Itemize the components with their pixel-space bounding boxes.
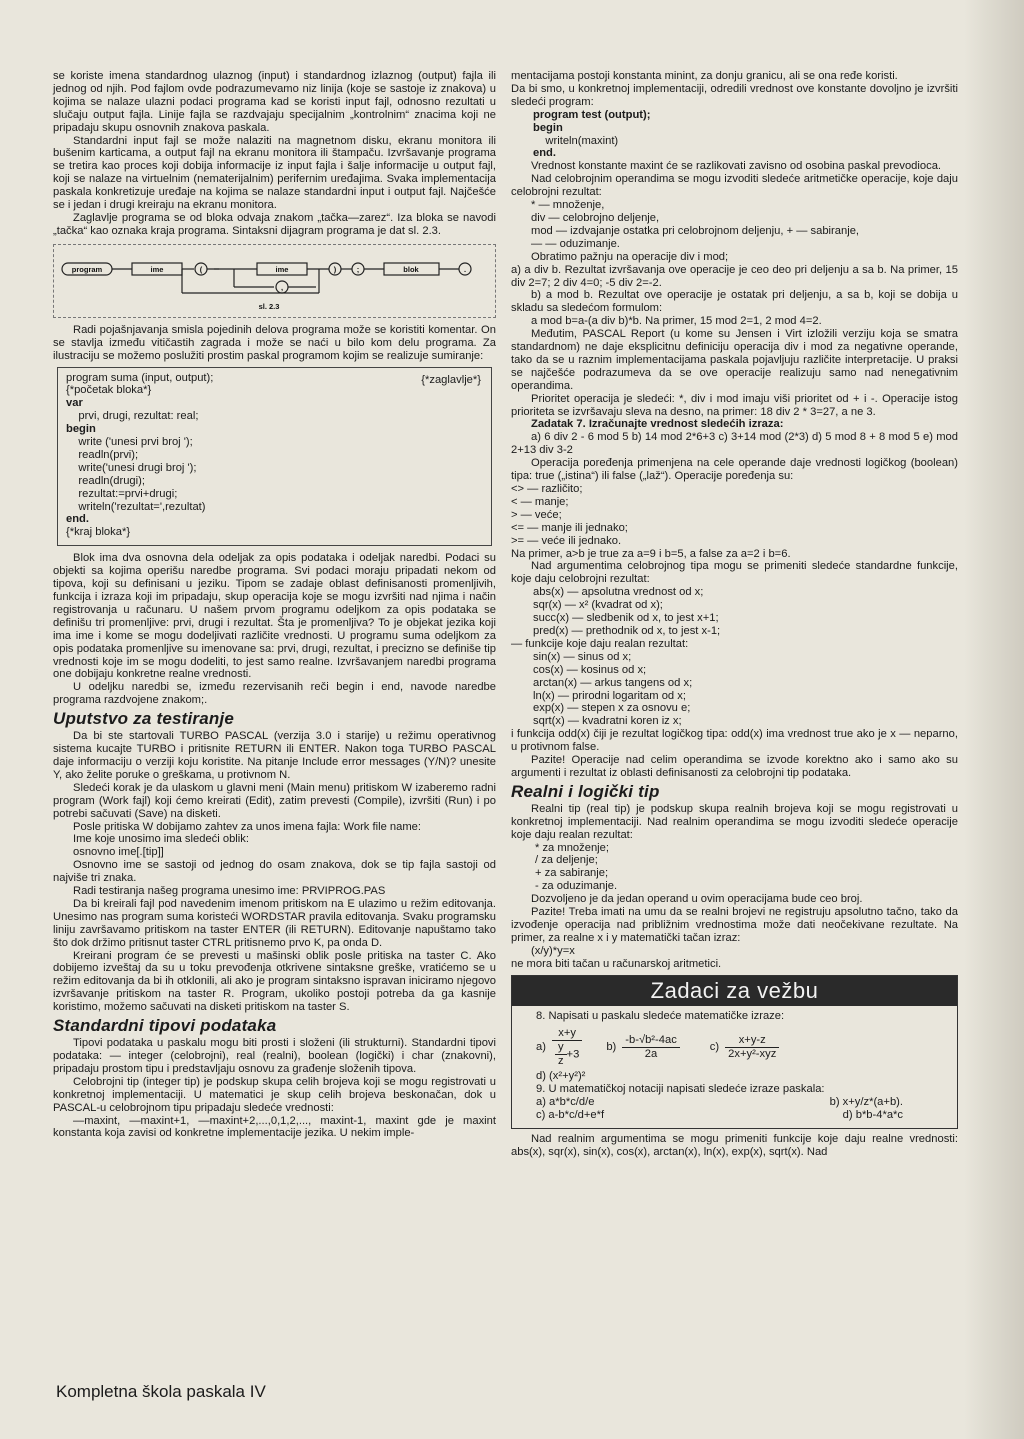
fraction-denominator: 2a <box>644 1047 658 1060</box>
paragraph: Ime koje unosimo ima sledeći oblik: <box>73 833 249 846</box>
paragraph: Da bi smo, u konkretnoj implementaciji, odredili vrednost ove konstante dovoljno je izvršiti sledeći program: <box>511 82 958 108</box>
nested-fraction <box>555 1041 567 1068</box>
list-item: sqrt(x) — kvadratni koren iz x; <box>533 715 682 728</box>
code-line: write('unesi drugi broj '); <box>66 461 197 474</box>
list-item: - za oduzimanje. <box>535 880 618 893</box>
list-item: sqr(x) — x² (kvadrat od x); <box>533 599 663 612</box>
code-line: rezultat:=prvi+drugi; <box>66 487 178 500</box>
page-edge-shadow <box>964 0 1024 1439</box>
code-line: prvi, drugi, rezultat: real; <box>66 410 199 423</box>
paragraph: Standardni input fajl se može nalaziti na magnetnom disku, ekranu monitora ili bušenim karticama, a output fajl na ekranu monitora ili štampaču. Izvršavanje programa se tretira kao proces koji dobija informacije iz input fajla i šalje informacije u output fajl, koji se nalaze na virtuelnim (nematerijalnim) perifernim uređajima. Svaka implementacija paskala konkretizuje uređaje na kojima se nalaze standardni input i output fajl. Najčešće se i jedan i drugi kreiraju na ekranu monitora. <box>53 134 496 212</box>
list-item: >= — veće ili jednako. <box>511 534 622 547</box>
real-operations-list <box>511 842 958 894</box>
paragraph: Blok ima dva osnovna dela odeljak za opis podataka i odeljak naredbi. Podaci su objekti sa kojima operišu naredbe programa. Svi podaci moraju pripadati nekom od tipova, koji su definisani u jeziku. Tipom se zadaje oblast definisanosti promenljivih, funkcija i izraza koji im pripadaju, skup operacija koje se mogu izvršiti nad njima i način registrovanja u računaru. U našem prvom programu odeljkom za opis podataka se definišu tri promenljive: prvi, drugi i rezultat. Šta je promenljiva? To je objekat jezika koji ima ime i kome se mogu dodeljivati različite vrednosti. U programu suma odeljkom za opis podataka promenljive su imenovane sa: prvi, drugi, rezultat, i precizno se definiše tip vrednosti koje im se mogu dodeliti, to jest samo realne. Izvršavanjem naredbi programa one dobijaju konkretne realne vrednosti. <box>53 552 496 681</box>
diagram-node-blok: blok <box>403 264 419 274</box>
exercise-9b: b) x+y/z*(a+b). <box>829 1095 903 1108</box>
code-line: program suma (input, output); <box>66 371 214 384</box>
exercise-8: 8. Napisati u paskalu sledeće matematičke izraze: <box>536 1009 785 1022</box>
code-line: write ('unesi prvi broj '); <box>66 436 193 449</box>
formula: (x/y)*y=x <box>531 944 575 957</box>
list-item: abs(x) — apsolutna vrednost od x; <box>533 586 704 599</box>
paragraph: mentacijama postoji konstanta minint, za donju granicu, ali se ona ređe koristi. <box>511 70 898 82</box>
exercise-9: 9. U matematičkoj notaciji napisati sledeće izraze paskala: <box>536 1082 825 1095</box>
paragraph: Kreirani program će se prevesti u mašinski oblik posle pritiska na taster C. Ako dobijemo izveštaj da su u toku prevođenja otkrivene sintaksne greške, vratićemo se u režim editovanja da bi ih otklonili, ali ako je program sintaksno ispravan iniciramo njegovo izvršavanje pritiskom na taster R. Program, ukoliko postoji potreba da ga kasnije koristimo, možemo sačuvati na disketi pritiskom na taster S. <box>53 949 496 1014</box>
fraction-denominator <box>552 1041 582 1068</box>
paragraph: Prioritet operacija je sledeći: *, div i mod imaju viši prioritet od + i -. Operacije istog prioriteta se izvršavaju sleva na desno, na primer: 18 div 2 * 3=27, a ne 3. <box>511 392 958 418</box>
exercise-8-expressions <box>536 1027 943 1068</box>
list-item: ln(x) — prirodni logaritam od x; <box>533 689 686 702</box>
paragraph: a) 6 div 2 - 6 mod 5 b) 14 mod 2*6+3 c) 3+14 mod (2*3) d) 5 mod 8 + 8 mod 5 e) mod 2+13 div 3-2 <box>511 431 958 457</box>
page-footer: Kompletna škola paskala IV <box>56 1382 266 1401</box>
fraction-denominator: z <box>557 1054 564 1067</box>
exercises-box <box>511 975 958 1129</box>
paragraph: a mod b=a-(a div b)*b. Na primer, 15 mod 2=1, 2 mod 4=2. <box>531 315 822 328</box>
list-item: div — celobrojno deljenje, <box>531 211 660 224</box>
paragraph: Pazite! Treba imati na umu da se realni brojevi ne registruju apsolutno tačno, tako da izvođenje operacija nad približnim vrednostima može dati neočekivane rezultate. Na primer, za realne x i y matematički tačan izraz: <box>511 906 958 944</box>
code-line: {*početak bloka*} <box>66 384 152 397</box>
code-line: begin <box>533 121 563 134</box>
integer-functions-list <box>511 586 958 638</box>
diagram-node-comma: , <box>280 282 284 292</box>
paragraph: Osnovno ime se sastoji od jednog do osam znakova, dok se tip fajla sastoji od najviše tri znaka. <box>53 859 496 885</box>
paragraph: Celobrojni tip (integer tip) je podskup skupa celih brojeva koji se mogu registrovati u konkretnoj implementaciji. U matematici je skup celih brojeva beskonačan, dok u PASCAL-u celobrojnom tipu pripadaju sledeće vrednosti: <box>53 1075 496 1114</box>
paragraph: Radi pojašnjavanja smisla pojedinih delova programa može se koristiti komentar. On se stavlja između vitičastih zagrada i može se naći u bilo kom delu programa. Za ilustraciju se možemo poslužiti prostim paskal programom kojim se realizuje sumiranje: <box>53 323 496 362</box>
fraction-a <box>552 1027 582 1068</box>
paragraph: Radi testiranja našeg programa unesimo ime: PRVIPROG.PAS <box>73 885 386 898</box>
fraction-c <box>725 1034 779 1061</box>
list-item: arctan(x) — arkus tangens od x; <box>533 676 693 689</box>
diagram-node-dot: . <box>463 264 467 274</box>
paragraph: a) a div b. Rezultat izvršavanja ove operacije je ceo deo pri deljenju a sa b. Na primer, 15 div 2=7; 2 div 4=0; -5 div 2=-2. <box>511 263 958 289</box>
paragraph: U odeljku naredbi se, između rezervisanih reči begin i end, navode naredbe programa razdvojene znakom;. <box>53 681 496 707</box>
list-item: cos(x) — kosinus od x; <box>533 663 647 676</box>
list-item: * za množenje; <box>535 841 610 854</box>
exercise-9-row <box>536 1096 943 1109</box>
real-functions-list <box>511 651 958 728</box>
code-line: readln(prvi); <box>66 448 139 461</box>
fraction-numerator: x+y-z <box>725 1034 779 1048</box>
paragraph: Vrednost konstante maxint će se razlikovati zavisno od osobina paskal prevodioca. <box>531 160 942 173</box>
exercise-9-row <box>536 1109 943 1122</box>
code-line: program test (output); <box>533 108 651 121</box>
paragraph: Pazite! Operacije nad celim operandima se izvode korektno ako i samo ako su argumenti i rezultat iz oblasti definisanosti za celobrojni tip podataka. <box>511 754 958 779</box>
expr-label: b) <box>606 1040 617 1053</box>
section-heading: Uputstvo za testiranje <box>53 709 235 729</box>
paragraph: b) a mod b. Rezultat ove operacije je ostatak pri deljenju, a sa b, koji se dobija u skladu sa sledećom formulom: <box>511 289 958 315</box>
diagram-node-lparen: ( <box>199 264 203 274</box>
fraction-numerator: -b-√b²-4ac <box>622 1034 680 1048</box>
paragraph: — funkcije koje daju realan rezultat: <box>511 637 689 650</box>
exercise-8d: d) (x²+y²)² <box>536 1069 586 1082</box>
expr-label: c) <box>709 1040 720 1053</box>
list-item: exp(x) — stepen x za osnovu e; <box>533 702 691 715</box>
fraction-b <box>622 1034 680 1061</box>
paragraph: Tipovi podataka u paskalu mogu biti prosti i složeni (ili strukturni). Standardni tipovi podataka: — integer (celobrojni), real (realni), boolean (logički) i char (znakovni), pripadaju prostom tipu i predstavljaju osnovu za građenje složenih tipova. <box>53 1037 496 1075</box>
paragraph: Međutim, PASCAL Report (u kome su Jensen i Virt izložili verziju koja se smatra standardnom) ne daje eksplicitnu definiciju operacija div i mod za negativne operande, tako da se u raznim implementacijama paskala pojavljuju različite interpretacije. U praksi se najčešće podrazumeva da se ove operacije realizuju samo nad nenegativnim operandima. <box>511 328 958 392</box>
syntax-diagram-figure <box>53 244 496 318</box>
code-line: begin <box>66 423 96 436</box>
paragraph: Realni tip (real tip) je podskup skupa realnih brojeva koji se mogu registrovati u konkretnoj implementaciji. Nad realnim operandima se mogu izvoditi sledeće operacije koje daju realan rezultat: <box>511 802 958 841</box>
fraction-plus-term: +3 <box>566 1048 580 1061</box>
code-line: end. <box>533 147 556 160</box>
diagram-node-ime: ime <box>275 264 289 274</box>
diagram-node-semicolon: ; <box>356 264 360 274</box>
diagram-node-rparen: ) <box>333 264 337 274</box>
paragraph: Na primer, a>b je true za a=9 i b=5, a false za a=2 i b=6. <box>511 547 791 560</box>
program-listing-suma <box>57 367 492 547</box>
exercise-9c: c) a-b*c/d+e*f <box>536 1108 605 1121</box>
list-item: succ(x) — sledbenik od x, to jest x+1; <box>533 612 719 625</box>
code-line: {*kraj bloka*} <box>66 526 131 539</box>
paragraph: Dozvoljeno je da jedan operand u ovim operacijama bude ceo broj. <box>531 893 863 906</box>
list-item: * — množenje, <box>531 199 605 212</box>
expr-label: a) <box>536 1040 546 1053</box>
paragraph: Operacija poređenja primenjena na cele operande daje vrednosti logičkog (boolean) tipa: true („istina“) ili false („laž“). Operacije poređenja su: <box>511 457 958 483</box>
list-item: mod — izdvajanje ostatka pri celobrojnom deljenju, + — sabiranje, <box>531 224 860 237</box>
paragraph: Obratimo pažnju na operacije div i mod; <box>531 250 729 263</box>
paragraph: Da bi ste startovali TURBO PASCAL (verzija 3.0 i starije) u režimu operativnog sistema kucajte TURBO i pritisnite RETURN ili ENTER. Nakon toga TURBO PASCAL daje informaciju o verziji koju koristite. Na pitanje Include error messages (Y/N)? unesite Y, ako želite poruke o greškama, u protivnom N. <box>53 730 496 781</box>
exercise-9a: a) a*b*c/d/e <box>536 1095 595 1108</box>
list-item: sin(x) — sinus od x; <box>533 650 632 663</box>
paragraph: Nad realnim argumentima se mogu primeniti funkcije koje daju realne vrednosti: abs(x), sqr(x), sin(x), cos(x), arctan(x), ln(x), exp(x), sqrt(x). Nad <box>511 1132 958 1158</box>
code-line: readln(drugi); <box>66 474 145 487</box>
paragraph: osnovno ime[.[tip]] <box>73 846 164 859</box>
section-heading: Standardni tipovi podataka <box>53 1016 277 1036</box>
list-item: > — veće; <box>511 508 562 521</box>
diagram-node-program: program <box>71 264 103 274</box>
paragraph: Nad celobrojnim operandima se mogu izvoditi sledeće aritmetičke operacije, koje daju celobrojni rezultat: <box>511 173 958 199</box>
program-listing-test <box>511 109 958 161</box>
paragraph: Sledeći korak je da ulaskom u glavni meni (Main menu) pritiskom W izaberemo radni program (Work fajl) koji ćemo kreirati (Edit), zatim prevesti (Compile), izvršiti (Run) i po potrebi sačuvati (Save) na disketi. <box>53 781 496 820</box>
list-item: + za sabiranje; <box>535 867 609 880</box>
fraction-numerator: y <box>555 1041 567 1055</box>
paragraph: i funkcija odd(x) čiji je rezultat logičkog tipa: odd(x) ima vrednost true ako je x — neparno, u protivnom false. <box>511 728 958 754</box>
code-line: var <box>66 397 83 410</box>
fraction-denominator: 2x+y²-xyz <box>728 1047 777 1060</box>
exercises-body <box>512 1006 957 1122</box>
paragraph: se koriste imena standardnog ulaznog (input) i standardnog izlaznog (output) fajla ili jednog od njih. Pod fajlom ovde podrazumevamo niz linija (koje se sastoje iz znakova) u kojima se nalaze ulazni podaci programa kad se koristi input fajl, odnosno rezultati u slučaju output fajla. Linije fajla se razdvajaju specijalnim „kontrolnim“ znacima koji ne pripadaju skupu osnovnih znakova paskala. <box>53 70 496 134</box>
list-item: — — oduzimanje. <box>531 237 620 250</box>
list-item: <= — manje ili jednako; <box>511 521 628 534</box>
comparison-operations-list <box>511 483 958 548</box>
list-item: / za deljenje; <box>535 854 598 867</box>
paragraph: Nad argumentima celobrojnog tipa mogu se primeniti sledeće standardne funkcije, koje daju celobrojni rezultat: <box>511 560 958 586</box>
paragraph: Posle pritiska W dobijamo zahtev za unos imena fajla: Work file name: <box>73 820 422 833</box>
section-heading: Realni i logički tip <box>511 781 660 801</box>
program-comment: {*zaglavlje*} <box>421 373 481 386</box>
right-column <box>511 70 958 1158</box>
code-line: writeln('rezultat=',rezultat) <box>66 500 206 513</box>
paragraph: —maxint, —maxint+1, —maxint+2,...,0,1,2,..., maxint-1, maxint gde je maxint konstanta koja zavisi od konkretne implementacije jezika. U nekim imple- <box>53 1114 496 1140</box>
exercise-9d: d) b*b-4*a*c <box>842 1108 903 1121</box>
list-item: pred(x) — prethodnik od x, to jest x-1; <box>533 624 721 637</box>
syntax-diagram <box>54 245 495 317</box>
left-column <box>53 70 496 1140</box>
integer-operations-list <box>511 199 958 251</box>
diagram-caption: sl. 2.3 <box>258 301 280 311</box>
code-line: end. <box>66 513 89 526</box>
exercises-title: Zadaci za vežbu <box>512 976 957 1006</box>
paragraph: Da bi kreirali fajl pod navedenim imenom pritiskom na E ulazimo u režim editovanja. Unesimo nas program suma koristeći WORDSTAR pravila editovanja. Svaku programsku liniju završavamo pritiskom na taster ENTER (ili RETURN). Editovanje napuštamo tako što dok držimo pritisnut taster CTRL pritisnemo prvo K, pa onda D. <box>53 897 496 949</box>
code-line: writeln(maxint) <box>533 134 619 147</box>
paragraph: ne mora biti tačan u računarskoj aritmetici. <box>511 957 722 970</box>
paragraph: Zaglavlje programa se od bloka odvaja znakom „tačka—zarez“. Iza bloka se navodi „tačka“ kao oznaka kraja programa. Sintaksni dijagram programa je dat sl. 2.3. <box>53 211 496 237</box>
list-item: <> — različito; <box>511 483 583 495</box>
task-heading: Zadatak 7. Izračunajte vrednost sledećih izraza: <box>531 418 784 431</box>
fraction-numerator: x+y <box>552 1027 582 1041</box>
list-item: < — manje; <box>511 495 569 508</box>
diagram-node-ime: ime <box>150 264 164 274</box>
